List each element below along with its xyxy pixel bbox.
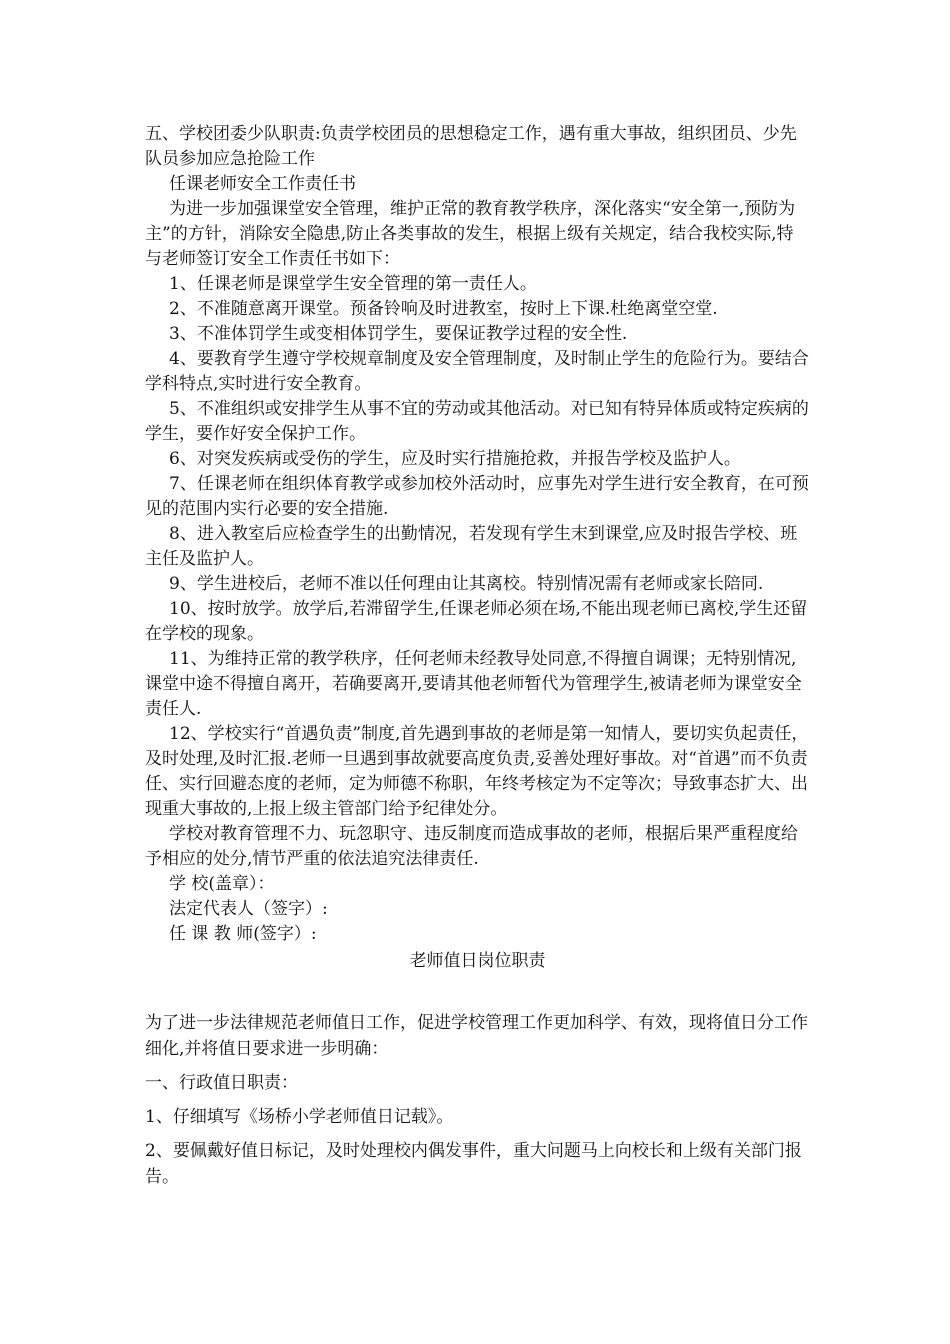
closing-paragraph: 学校对教育管理不力、玩忽职守、违反制度而造成事故的老师，根据后果严重程度给予相应的处分,情节严重的依法追究法律责任. xyxy=(145,824,798,869)
list-item: 1、任课老师是课堂学生安全管理的第一责任人。 xyxy=(169,274,537,294)
duty-heading: 一、行政值日职责： xyxy=(145,1073,298,1093)
list-item: 9、学生进校后，老师不准以任何理由让其离校。特别情况需有老师或家长陪同. xyxy=(169,574,764,594)
intro-paragraph: 为进一步加强课堂安全管理，维护正常的教育教学秩序，深化落实“安全第一,预防为主”的方针，消除安全隐患,防止各类事故的发生，根据上级有关规定，结合我校实际,特与老师签订安全工作责任书如下： xyxy=(145,199,796,269)
duty-section xyxy=(145,1010,810,1190)
document-page xyxy=(145,122,810,1190)
duty-section-title: 老师值日岗位职责 xyxy=(409,951,546,971)
list-item: 1、仔细填写《场桥小学老师值日记载》。 xyxy=(145,1107,454,1127)
legal-representative-signature-line: 法定代表人（签字）: xyxy=(169,899,328,919)
league-duty-paragraph: 五、学校团委少队职责:负责学校团员的思想稳定工作，遇有重大事故，组织团员、少先队员参加应急抢险工作 xyxy=(145,124,797,169)
list-item: 7、任课老师在组织体育教学或参加校外活动时，应事先对学生进行安全教育，在可预见的范围内实行必要的安全措施. xyxy=(145,474,809,519)
list-item: 2、不准随意离开课堂。预备铃响及时进教室，按时上下课.杜绝离堂空堂. xyxy=(169,299,718,319)
section-spacer xyxy=(145,974,810,1010)
duty-intro-paragraph: 为了进一步法律规范老师值日工作，促进学校管理工作更加科学、有效，现将值日分工作细化,并将值日要求进一步明确： xyxy=(145,1013,808,1059)
list-item: 2、要佩戴好值日标记，及时处理校内偶发事件，重大问题马上向校长和上级有关部门报告。 xyxy=(145,1141,802,1187)
list-item: 12、学校实行“首遇负责”制度,首先遇到事故的老师是第一知情人，要切实负起责任，及时处理,及时汇报.老师一旦遇到事故就要高度负责,妥善处理好事故。对“首遇”而不负责任、实行回避态度的老师，定为师德不称职，年终考核定为不定等次；导致事态扩大、出现重大事故的,上报上级主管部门给予纪律处分。 xyxy=(145,724,809,819)
list-item: 6、对突发疾病或受伤的学生，应及时实行措施抢救，并报告学校及监护人。 xyxy=(169,449,741,469)
list-item: 4、要教育学生遵守学校规章制度及安全管理制度，及时制止学生的危险行为。要结合学科特点,实时进行安全教育。 xyxy=(145,349,809,394)
list-item: 5、不准组织或安排学生从事不宜的劳动或其他活动。对已知有特异体质或特定疾病的学生，要作好安全保护工作。 xyxy=(145,399,809,444)
school-seal-line: 学 校(盖章）： xyxy=(169,874,275,894)
list-item: 3、不准体罚学生或变相体罚学生，要保证教学过程的安全性. xyxy=(169,324,628,344)
teacher-signature-line: 任 课 教 师(签字）: xyxy=(169,924,317,944)
list-item: 10、按时放学。放学后,若滞留学生,任课老师必须在场,不能出现老师已离校,学生还留在学校的现象。 xyxy=(145,599,808,644)
responsibility-letter-subtitle: 任课老师安全工作责任书 xyxy=(169,174,356,194)
list-item: 11、为维持正常的教学秩序，任何老师未经教导处同意,不得擅自调课；无特别情况,课堂中途不得擅自离开，若确要离开,要请其他老师暂代为管理学生,被请老师为课堂安全责任人. xyxy=(145,649,802,719)
list-item: 8、进入教室后应检查学生的出勤情况，若发现有学生末到课堂,应及时报告学校、班主任及监护人。 xyxy=(145,524,798,569)
